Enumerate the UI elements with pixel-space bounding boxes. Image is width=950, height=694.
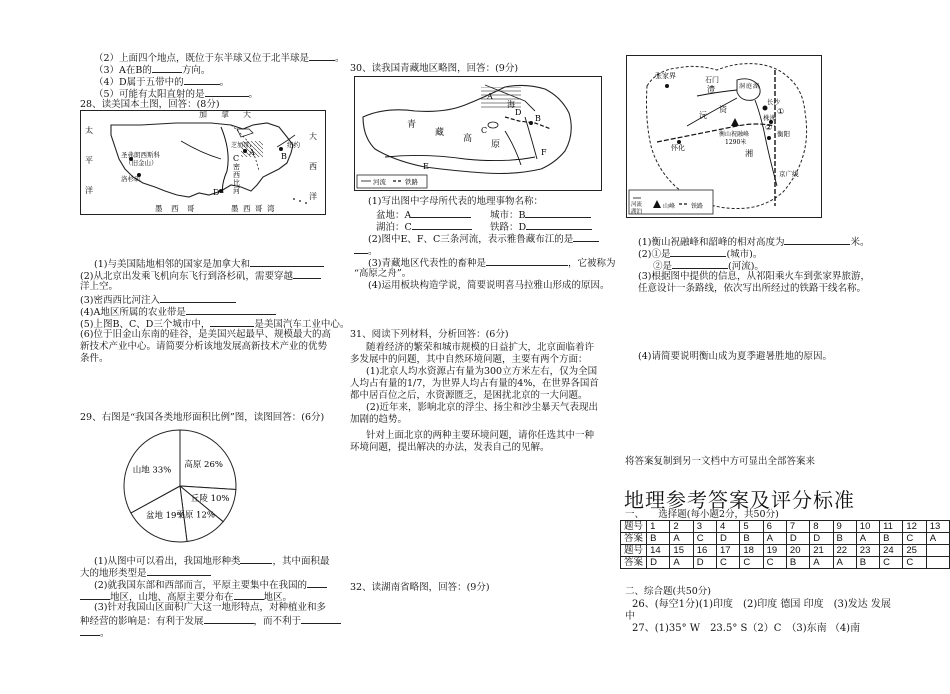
- answer-table-cell: 5: [740, 521, 763, 533]
- q28-line-2: (2)从北京出发乘飞机向东飞行到洛杉矶，需要穿越: [80, 269, 321, 283]
- answer-table-cell: A: [763, 533, 786, 545]
- q29-line-3b: 种经营的影响是：有利于发展 ，而不利于: [80, 614, 341, 628]
- answer-table-row: [621, 545, 950, 557]
- q27-line-5: （5）可能有太阳直射的是 。: [94, 89, 259, 100]
- label-zhangjiajie: 张家界: [655, 72, 676, 80]
- q27-line-3: （3）A在B的 方向。: [94, 65, 211, 76]
- legend-rail-label: 铁路: [691, 203, 704, 210]
- legend-rail-label: 铁路: [405, 178, 418, 186]
- answer-table-cell: 3: [693, 521, 716, 533]
- label-b: B: [281, 152, 287, 161]
- label-canada-2: 拿: [221, 111, 229, 119]
- label-shimen: 石门: [705, 76, 719, 84]
- answer-table-cell: 13: [926, 521, 949, 533]
- label-river-2: 西: [233, 171, 240, 179]
- pie-label-0: 高原 26%: [184, 459, 223, 470]
- q30-line-2: (2)图中E、F、C三条河流，表示雅鲁藏布江的是: [368, 232, 599, 246]
- label-zang: 藏: [435, 128, 445, 138]
- label-sf-2: （旧金山）: [125, 159, 158, 167]
- hengshan-peak-icon: [731, 118, 739, 126]
- chicago-dot: [243, 149, 247, 153]
- answer-table-cell: 6: [763, 521, 786, 533]
- answer-26b: 中: [625, 611, 635, 622]
- answer-table: [620, 520, 950, 569]
- q29-line-1: (1)从图中可以看出，我国地形种类 ，其中面积最: [94, 556, 330, 567]
- pie-label-3: 盆地 19%: [145, 510, 185, 521]
- answer-table-cell: C: [717, 557, 740, 569]
- answer-table-cell: 8: [810, 521, 833, 533]
- label-yuan: 沅: [699, 111, 707, 120]
- answer-table-cell: 11: [880, 521, 903, 533]
- legend-river-label: 河流: [631, 202, 643, 208]
- q30-line-4: (4)运用板块构造学说，简要说明喜马拉雅山形成的原因。: [368, 280, 610, 291]
- answer-table-cell: B: [786, 557, 809, 569]
- q32-line-3b: 任意设计一条路线，依次写出所经过的铁路干线名称。: [638, 283, 867, 294]
- answer-table-header-cell: 答案: [621, 557, 647, 569]
- q28-line-4: (4)A地区所属的农业带是: [80, 305, 276, 319]
- label-gulf-2: 西: [243, 204, 251, 213]
- q30-line-1: (1)写出图中字母所代表的地理事物名称：: [368, 196, 543, 207]
- q31-material-3: (1)北京人均水资源占有量为300立方米左右，仅为全国: [366, 366, 598, 377]
- hunan-map-drawing: [627, 56, 821, 217]
- answer-table-cell: A: [833, 557, 856, 569]
- answer-table-cell: A: [926, 533, 949, 545]
- answer-table-cell: 14: [647, 545, 670, 557]
- q28-line-6c: 条件。: [80, 353, 109, 364]
- q32-line-1: (1)衡山祝融峰和韶峰的相对高度为 米。: [638, 237, 870, 248]
- answer-table-cell: B: [833, 533, 856, 545]
- hunan-map: [626, 55, 822, 218]
- answer-table-cell: B: [856, 557, 879, 569]
- xiang-river: [755, 100, 777, 186]
- q29-line-3: (3)针对我国山区面积广大这一地形特点，对种植业和多: [94, 602, 326, 613]
- answer-table-cell: 2: [670, 521, 693, 533]
- q31-title: 31、阅读下列材料，分析回答：(6分): [350, 329, 509, 340]
- answer-table-cell: 25: [903, 545, 926, 557]
- missouri-river-line: [181, 141, 221, 159]
- label-gulf-4: 湾: [267, 204, 275, 213]
- xiangqian-railway: [657, 124, 775, 142]
- yarlung-river: [385, 155, 535, 160]
- q31-material-7: 加剧的趋势。: [350, 414, 408, 425]
- answer-title: 地理参考答案及评分标准: [624, 488, 855, 512]
- answer-table-cell: D: [717, 533, 740, 545]
- label-li: 澧: [707, 85, 715, 94]
- ny-dot: [279, 147, 283, 151]
- label-mexico-2: 西: [171, 204, 179, 213]
- label-atlantic-3: 洋: [309, 192, 317, 201]
- city-b-dot: [529, 121, 533, 125]
- answer-table-cell: A: [670, 533, 693, 545]
- label-dongting-1: 洞: [739, 83, 746, 90]
- label-f: F: [541, 148, 547, 157]
- section-2-title: 二、综合题(共50分): [625, 586, 712, 597]
- label-pacific-2: 平: [85, 156, 93, 165]
- caribbean-islands: [293, 199, 307, 203]
- answer-table-cell: A: [670, 557, 693, 569]
- d-dot: [219, 189, 223, 193]
- label-changsha: 长沙: [767, 98, 780, 106]
- label-c: C: [233, 154, 240, 163]
- answer-table-cell: 12: [903, 521, 926, 533]
- qingzang-map: [354, 76, 602, 191]
- label-la: 洛杉矶: [121, 175, 141, 183]
- answer-table-cell: D: [693, 557, 716, 569]
- copy-note: 将答案复制到另一文档中方可显出全部答案来: [625, 456, 816, 467]
- label-b: B: [535, 114, 541, 123]
- changsha-dot: [763, 106, 768, 111]
- q29-line-2: (2)就我国东部和西部而言，平原主要集中在我国的: [94, 578, 327, 592]
- zhangjiajie-dot: [665, 84, 669, 88]
- great-lakes: [237, 129, 253, 137]
- yuan-river: [687, 98, 737, 126]
- q31-line-2: 环境问题，提出解决的办法，发表自己的见解。: [350, 442, 550, 453]
- label-dongting-2: 庭: [746, 83, 753, 90]
- label-dongting-3: 湖: [753, 83, 760, 90]
- label-d: D: [213, 188, 220, 197]
- label-qing: 青: [407, 120, 417, 130]
- q28-line-6b: 新技术产业中心。请简要分析该地发展高新技术产业的优势: [80, 341, 328, 352]
- answer-table-cell: C: [693, 533, 716, 545]
- q30-line-lake: 湖泊：C: [376, 220, 472, 234]
- q27-line-2: （2）上面四个地点，既位于东半球又位于北半球是 。: [94, 53, 345, 64]
- hengyang-dot: [767, 136, 771, 140]
- pie-label-1: 丘陵 10%: [190, 493, 230, 504]
- answer-table-cell: D: [786, 533, 809, 545]
- answer-table-cell: C: [903, 557, 926, 569]
- q29-line-3c: 。: [80, 626, 110, 640]
- q30-title: 30、读我国青藏地区略图，回答：(9分): [350, 63, 519, 74]
- label-yuan: 原: [491, 140, 501, 150]
- q30-line-3: (3)青藏地区代表性的畜种是 ，它被称为: [368, 258, 616, 269]
- q28-line-6: (6)位于旧金山东南的硅谷，是美国兴起最早、规模最大的高: [80, 329, 331, 340]
- answer-table-cell: 7: [786, 521, 809, 533]
- answer-table-cell: C: [763, 557, 786, 569]
- label-pacific-3: 洋: [85, 186, 93, 195]
- answer-table-row: [621, 557, 950, 569]
- answer-table-cell: D: [647, 557, 670, 569]
- answer-table-cell: 18: [740, 545, 763, 557]
- answer-table-cell: B: [880, 533, 903, 545]
- label-d: D: [515, 108, 522, 117]
- q29-title: 29、右图是“我国各类地形面积比例”图，读图回答：(6分): [80, 412, 325, 423]
- legend-river-label: 河流: [373, 178, 386, 186]
- usa-map-drawing: [81, 111, 325, 214]
- q30-line-city: 城市：B: [490, 208, 591, 222]
- label-height: 1290米: [725, 139, 747, 146]
- answer-table-cell: 4: [717, 521, 740, 533]
- label-gulf-3: 哥: [255, 204, 263, 213]
- q32-line-3: (3)根据图中提供的信息，从祁阳乘火车到张家界旅游，: [638, 271, 870, 282]
- answer-table-cell: [926, 545, 949, 557]
- q27-line-4: （4）D属于五带中的 。: [94, 77, 230, 88]
- q31-material-1: 随着经济的繁荣和城市规模的日益扩大，北京面临着许: [366, 342, 595, 353]
- label-gao: 高: [463, 134, 473, 144]
- q30-line-rail: 铁路：D: [490, 220, 592, 234]
- q28-line-1: (1)与美国陆地相邻的国家是加拿大和: [94, 257, 324, 271]
- q30-line-basin: 盆地：A: [376, 208, 471, 222]
- q32-line-2b: ②是 (河流)。: [653, 261, 764, 272]
- label-ny: 纽约: [287, 141, 300, 149]
- q29-line-2b: 地区，山地、高原主要分布在 地区。: [80, 590, 292, 604]
- answer-table-cell: 10: [856, 521, 879, 533]
- q31-material-2: 多发展中的问题，其中自然环境问题，主要有两个方面：: [350, 354, 588, 365]
- label-hengshan: 衡山祝融峰: [719, 131, 750, 138]
- q31-material-5: 都中居百位之后，水资源匮乏，是困扰北京的一大问题。: [350, 390, 588, 401]
- answer-table-row: [621, 533, 950, 545]
- answer-table-row: [621, 521, 950, 533]
- qinghai-lake: [488, 122, 498, 128]
- q29-line-1b: 大的地形类型是: [80, 566, 211, 580]
- label-c: C: [481, 126, 488, 135]
- label-a: A: [487, 92, 493, 101]
- pie-label-4: 山地 33%: [132, 465, 172, 476]
- label-river-3: 比: [233, 179, 240, 187]
- answer-table-header-cell: 答案: [621, 533, 647, 545]
- answer-table-cell: 22: [833, 545, 856, 557]
- label-mexico-1: 墨: [155, 204, 163, 213]
- q28-title: 28、读美国本土图，回答：(8分): [80, 99, 220, 110]
- label-xiang: 湘: [745, 149, 753, 158]
- li-river: [697, 90, 737, 96]
- label-a: A: [249, 148, 255, 157]
- label-canada-3: 大: [243, 111, 251, 119]
- answer-table-cell: 16: [693, 545, 716, 557]
- q28-line-2b: 洋上空。: [80, 281, 119, 292]
- q31-material-4: 人均占有量的1/7，为世界人均占有量的4%，在世界各国首: [350, 378, 599, 389]
- label-atlantic-1: 大: [309, 132, 317, 141]
- answer-table-cell: D: [810, 533, 833, 545]
- answer-table-cell: [926, 557, 949, 569]
- label-river-4: 河: [233, 187, 240, 195]
- label-sf: 圣弗朗西斯科: [121, 151, 160, 159]
- answer-table-cell: 9: [833, 521, 856, 533]
- label-gulf-1: 墨: [231, 204, 239, 213]
- answer-table-cell: 15: [670, 545, 693, 557]
- answer-table-cell: 17: [717, 545, 740, 557]
- answer-table-cell: A: [810, 557, 833, 569]
- region-outline: [363, 85, 571, 173]
- answer-table-cell: 24: [880, 545, 903, 557]
- label-hengyang: 衡阳: [777, 130, 790, 138]
- label-pacific-1: 太: [85, 126, 93, 135]
- answer-table-cell: 1: [647, 521, 670, 533]
- answer-table-cell: 20: [786, 545, 809, 557]
- q30-line-3b: “高原之舟”。: [354, 268, 412, 279]
- legend-lake-label: 湖泊: [631, 209, 643, 215]
- q32-line-2: (2)①是 (城市)。: [638, 249, 763, 260]
- usa-map: [80, 110, 326, 215]
- label-e: E: [423, 162, 429, 171]
- qingzang-map-drawing: [355, 77, 601, 190]
- q32-title: 32、读湖南省略图，回答：(9分): [350, 582, 490, 593]
- label-canada-1: 加: [199, 111, 207, 119]
- legend-mtn-label: 山峰: [663, 203, 676, 210]
- label-jingguang: 京广线: [779, 170, 799, 178]
- answer-table-cell: 23: [856, 545, 879, 557]
- answer-27: 27、(1)35° W 23.5° S（2）C （3)东南 （4)南: [632, 623, 861, 634]
- label-mexico-3: 哥: [187, 204, 195, 213]
- label-huaihua: 怀化: [671, 144, 685, 152]
- mississippi-river-line: [221, 127, 228, 193]
- q32-line-4: (4)请简要说明衡山成为夏季避暑胜地的原因。: [638, 351, 832, 362]
- pie-slices: [124, 430, 236, 542]
- answer-table-cell: 19: [763, 545, 786, 557]
- answer-26: 26、(每空1分)(1)印度 (2)印度 德国 印度 (3)发达 发展: [632, 599, 891, 610]
- answer-table-cell: C: [880, 557, 903, 569]
- q31-material-6: (2)近年来，影响北京的浮尘、扬尘和沙尘暴天气表现出: [366, 402, 598, 413]
- label-zhuzhou: 株洲: [763, 114, 776, 122]
- terrain-pie-chart: [110, 422, 250, 550]
- label-zi: 资: [719, 105, 727, 114]
- label-hai: 海: [507, 100, 515, 109]
- section-1-title: 一、 选择题(每小题2分，共50分): [625, 509, 779, 520]
- label-num2: ②: [765, 123, 773, 132]
- q31-line-1: 针对上面北京的两种主要环境问题，请你任选其中一种: [366, 430, 595, 441]
- label-river-1: 密: [233, 163, 240, 171]
- q30-line-2b: 。: [354, 244, 378, 258]
- label-chicago: 芝加哥: [231, 142, 250, 149]
- answer-table-cell: C: [740, 557, 763, 569]
- q28-line-5: (5)上图B、C、D三个城市中， 是美国汽车工业中心。: [80, 319, 350, 330]
- answer-table-cell: B: [740, 533, 763, 545]
- answer-table-cell: 21: [810, 545, 833, 557]
- pie-label-2: 平原 12%: [176, 510, 215, 521]
- label-atlantic-2: 西: [309, 162, 317, 171]
- q28-line-3: (3)密西西比河注入: [80, 293, 236, 307]
- answer-table-cell: B: [647, 533, 670, 545]
- label-num1: ①: [777, 107, 785, 116]
- answer-table-cell: A: [856, 533, 879, 545]
- answer-table-header-cell: 题号: [621, 545, 647, 557]
- answer-table-header-cell: 题号: [621, 521, 647, 533]
- answer-table-cell: C: [903, 533, 926, 545]
